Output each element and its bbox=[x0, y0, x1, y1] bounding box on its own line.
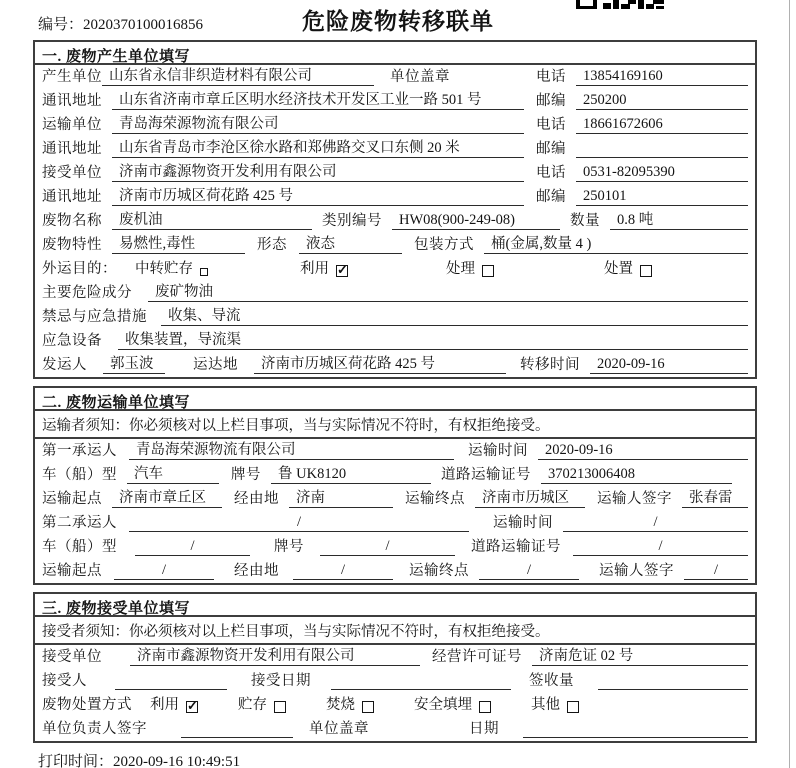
packing-value: 桶(金属,数量 4 ) bbox=[484, 232, 748, 254]
accept-date-value bbox=[331, 689, 511, 690]
purpose-treat-label: 处理 bbox=[446, 261, 475, 277]
receiver-unit-value: 济南市鑫源物资开发利用有限公司 bbox=[112, 160, 524, 182]
waste-prop-label: 废物特性 bbox=[42, 237, 102, 253]
row-transport-unit bbox=[35, 113, 755, 137]
route2-sign-label: 运输人签字 bbox=[599, 563, 674, 579]
road-license1-label: 道路运输证号 bbox=[441, 467, 531, 483]
purpose-option-treat bbox=[446, 257, 494, 278]
receiver-address-value: 济南市历城区荷花路 425 号 bbox=[112, 184, 524, 206]
receiver-address-label: 通讯地址 bbox=[42, 189, 102, 205]
plate1-value: 鲁 UK8120 bbox=[271, 462, 431, 484]
section-producer bbox=[33, 40, 757, 379]
route1-sign-label: 运输人签字 bbox=[597, 491, 672, 507]
waste-qty-label: 数量 bbox=[570, 213, 600, 229]
purpose-label: 外运目的： bbox=[42, 261, 117, 277]
disposal-landfill-checkbox bbox=[479, 701, 491, 713]
print-time bbox=[38, 750, 796, 768]
vehicle2-type-value: / bbox=[135, 538, 250, 556]
section-producer-title: 一. 废物产生单位填写 bbox=[35, 42, 755, 65]
destination-label: 运达地 bbox=[193, 357, 238, 373]
transport-zip-label: 邮编 bbox=[536, 141, 566, 157]
transport-time1-value: 2020-09-16 bbox=[538, 442, 748, 460]
route2-end-value: / bbox=[479, 562, 579, 580]
purpose-option-dispose bbox=[604, 257, 652, 278]
waste-category-value: HW08(900-249-08) bbox=[392, 212, 560, 230]
purpose-option-use bbox=[300, 257, 348, 278]
operation-license-value: 济南危证 02 号 bbox=[532, 644, 748, 666]
transport-zip-value bbox=[576, 157, 748, 158]
equipment-label: 应急设备 bbox=[42, 333, 102, 349]
operation-license-label: 经营许可证号 bbox=[432, 649, 522, 665]
row-transfer-purpose bbox=[35, 257, 755, 281]
page-title: 危险废物转移联单 bbox=[302, 9, 494, 34]
receiver-notice: 接受者须知：你必须核对以上栏目事项，当与实际情况不符时，有权拒绝接受。 bbox=[35, 617, 755, 645]
hazard-value: 废矿物油 bbox=[148, 280, 748, 302]
hazard-label: 主要危险成分 bbox=[42, 285, 132, 301]
row-hazard-component bbox=[35, 281, 755, 305]
plate2-value: / bbox=[320, 538, 455, 556]
disposal-incinerate-label: 焚烧 bbox=[326, 697, 355, 713]
purpose-treat-checkbox bbox=[482, 265, 494, 277]
route1-sign-value: 张春雷 bbox=[682, 486, 748, 508]
section-transport bbox=[33, 386, 757, 585]
waste-qty-value: 0.8 吨 bbox=[610, 208, 748, 230]
first-carrier-value: 青岛海荣源物流有限公司 bbox=[129, 438, 454, 460]
row-producer-unit bbox=[35, 65, 755, 89]
receipt-qty-label: 签收量 bbox=[529, 673, 574, 689]
first-carrier-label: 第一承运人 bbox=[42, 443, 117, 459]
responsible-sign-value bbox=[181, 737, 293, 738]
purpose-use-label: 利用 bbox=[300, 261, 329, 277]
route2-start-value: / bbox=[114, 562, 214, 580]
disposal-use-checkbox bbox=[186, 701, 198, 713]
disposal-store-checkbox bbox=[274, 701, 286, 713]
waste-prop-value: 易燃性,毒性 bbox=[112, 232, 245, 254]
waste-name-label: 废物名称 bbox=[42, 213, 102, 229]
transport-unit-label: 运输单位 bbox=[42, 117, 102, 133]
producer-address-value: 山东省济南市章丘区明水经济技术开发区工业一路 501 号 bbox=[112, 88, 524, 110]
accept-unit-value: 济南市鑫源物资开发利用有限公司 bbox=[130, 644, 420, 666]
disposal-store-label: 贮存 bbox=[238, 697, 267, 713]
transport-time2-label: 运输时间 bbox=[493, 515, 553, 531]
row-receiver-unit bbox=[35, 161, 755, 185]
plate2-label: 牌号 bbox=[274, 539, 304, 555]
sign-date-value bbox=[523, 737, 748, 738]
road-license1-value: 370213006408 bbox=[541, 466, 732, 484]
vehicle1-type-label: 车（船）型 bbox=[42, 467, 117, 483]
unit-seal-label: 单位盖章 bbox=[390, 69, 450, 85]
row-emergency-equipment bbox=[35, 329, 755, 353]
document-header bbox=[0, 0, 796, 40]
sign-date-label: 日期 bbox=[469, 721, 499, 737]
route2-start-label: 运输起点 bbox=[42, 563, 102, 579]
route1-end-label: 运输终点 bbox=[405, 491, 465, 507]
producer-address-label: 通讯地址 bbox=[42, 93, 102, 109]
equipment-value: 收集装置，导流渠 bbox=[118, 328, 748, 350]
shipper-label: 发运人 bbox=[42, 357, 87, 373]
row-accept-unit bbox=[35, 645, 755, 669]
row-route2 bbox=[35, 559, 755, 583]
transport-address-value: 山东省青岛市李沧区徐水路和郑佛路交叉口东侧 20 米 bbox=[112, 136, 524, 158]
waste-category-label: 类别编号 bbox=[322, 213, 382, 229]
route1-via-value: 济南 bbox=[289, 486, 393, 508]
road-license2-value: / bbox=[573, 538, 748, 556]
row-producer-address bbox=[35, 89, 755, 113]
purpose-storage-checkbox bbox=[200, 268, 208, 276]
route2-sign-value: / bbox=[684, 562, 748, 580]
section-transport-title: 二. 废物运输单位填写 bbox=[35, 388, 755, 411]
disposal-option-other bbox=[531, 693, 579, 714]
producer-phone-value: 13854169160 bbox=[576, 68, 748, 86]
transport-unit-value: 青岛海荣源物流有限公司 bbox=[112, 112, 524, 134]
waste-form-value: 液态 bbox=[299, 232, 402, 254]
transport-time2-value: / bbox=[563, 514, 748, 532]
purpose-dispose-label: 处置 bbox=[604, 261, 633, 277]
receiver-zip-label: 邮编 bbox=[536, 189, 566, 205]
row-disposal-method bbox=[35, 693, 755, 717]
disposal-option-use bbox=[150, 693, 198, 714]
producer-phone-label: 电话 bbox=[536, 69, 566, 85]
receiver-unit-label: 接受单位 bbox=[42, 165, 102, 181]
unit-seal2-label: 单位盖章 bbox=[309, 721, 369, 737]
waste-form-label: 形态 bbox=[257, 237, 287, 253]
plate1-label: 牌号 bbox=[231, 467, 261, 483]
purpose-use-checkbox bbox=[336, 265, 348, 277]
disposal-other-label: 其他 bbox=[531, 697, 560, 713]
receiver-zip-value: 250101 bbox=[576, 188, 748, 206]
receiver-phone-label: 电话 bbox=[536, 165, 566, 181]
disposal-landfill-label: 安全填埋 bbox=[414, 697, 472, 713]
waste-name-value: 废机油 bbox=[112, 208, 312, 230]
road-license2-label: 道路运输证号 bbox=[471, 539, 561, 555]
row-waste-properties bbox=[35, 233, 755, 257]
disposal-option-incinerate bbox=[326, 693, 374, 714]
route1-start-value: 济南市章丘区 bbox=[112, 486, 222, 508]
packing-label: 包装方式 bbox=[414, 237, 474, 253]
accept-date-label: 接受日期 bbox=[251, 673, 311, 689]
disposal-incinerate-checkbox bbox=[362, 701, 374, 713]
route1-start-label: 运输起点 bbox=[42, 491, 102, 507]
taboo-label: 禁忌与应急措施 bbox=[42, 309, 147, 325]
row-second-carrier bbox=[35, 511, 755, 535]
row-taboo-measures bbox=[35, 305, 755, 329]
print-time-label: 打印时间： bbox=[38, 754, 114, 768]
row-acceptor bbox=[35, 669, 755, 693]
second-carrier-value: / bbox=[129, 514, 469, 532]
disposal-option-landfill bbox=[414, 693, 491, 714]
purpose-option-storage bbox=[135, 257, 208, 278]
row-waste-name bbox=[35, 209, 755, 233]
second-carrier-label: 第二承运人 bbox=[42, 515, 117, 531]
transport-phone-value: 18661672606 bbox=[576, 116, 748, 134]
disposal-option-store bbox=[238, 693, 286, 714]
producer-zip-value: 250200 bbox=[576, 92, 748, 110]
acceptor-label: 接受人 bbox=[42, 673, 87, 689]
transport-address-label: 通讯地址 bbox=[42, 141, 102, 157]
row-vehicle1 bbox=[35, 463, 755, 487]
row-shipper bbox=[35, 353, 755, 377]
purpose-dispose-checkbox bbox=[640, 265, 652, 277]
taboo-value: 收集、导流 bbox=[161, 304, 748, 326]
row-vehicle2 bbox=[35, 535, 755, 559]
accept-unit-label: 接受单位 bbox=[42, 649, 102, 665]
route2-via-label: 经由地 bbox=[234, 563, 279, 579]
page-edge-line bbox=[789, 0, 790, 768]
section-receiver-title: 三. 废物接受单位填写 bbox=[35, 594, 755, 617]
producer-zip-label: 邮编 bbox=[536, 93, 566, 109]
transfer-time-value: 2020-09-16 bbox=[590, 356, 748, 374]
acceptor-value bbox=[115, 689, 227, 690]
row-responsible-sign bbox=[35, 717, 755, 741]
section-receiver bbox=[33, 592, 757, 743]
transport-notice: 运输者须知：你必须核对以上栏目事项，当与实际情况不符时，有权拒绝接受。 bbox=[35, 411, 755, 439]
producer-unit-label: 产生单位 bbox=[42, 69, 102, 85]
transfer-time-label: 转移时间 bbox=[520, 357, 580, 373]
route2-end-label: 运输终点 bbox=[409, 563, 469, 579]
producer-unit-value: 山东省永信非织造材料有限公司 bbox=[102, 64, 374, 86]
destination-value: 济南市历城区荷花路 425 号 bbox=[254, 352, 506, 374]
row-first-carrier bbox=[35, 439, 755, 463]
route2-via-value: / bbox=[293, 562, 393, 580]
print-time-value: 2020-09-16 10:49:51 bbox=[113, 754, 241, 768]
responsible-sign-label: 单位负责人签字 bbox=[42, 721, 147, 737]
row-route1 bbox=[35, 487, 755, 511]
vehicle2-type-label: 车（船）型 bbox=[42, 539, 117, 555]
receiver-phone-value: 0531-82095390 bbox=[576, 164, 748, 182]
document-number-label: 编号： bbox=[38, 17, 84, 33]
row-receiver-address bbox=[35, 185, 755, 209]
route1-end-value: 济南市历城区 bbox=[475, 486, 585, 508]
vehicle1-type-value: 汽车 bbox=[127, 462, 219, 484]
purpose-storage-label: 中转贮存 bbox=[135, 261, 193, 277]
document-number-value: 2020370100016856 bbox=[83, 17, 204, 33]
transport-phone-label: 电话 bbox=[536, 117, 566, 133]
receipt-qty-value bbox=[598, 689, 748, 690]
transport-time1-label: 运输时间 bbox=[468, 443, 528, 459]
disposal-other-checkbox bbox=[567, 701, 579, 713]
disposal-label: 废物处置方式 bbox=[42, 697, 132, 713]
row-transport-address bbox=[35, 137, 755, 161]
disposal-use-label: 利用 bbox=[150, 697, 179, 713]
route1-via-label: 经由地 bbox=[234, 491, 279, 507]
shipper-value: 郭玉波 bbox=[103, 352, 165, 374]
qr-code-fragment bbox=[576, 0, 666, 9]
